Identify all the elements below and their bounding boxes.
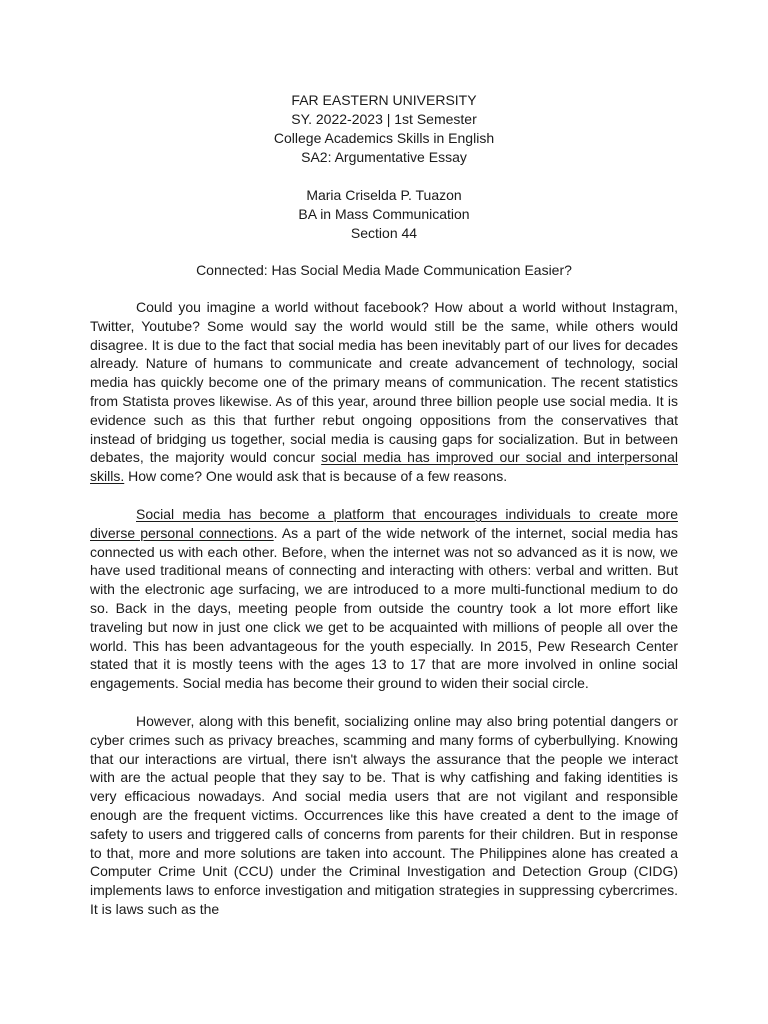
school-year: SY. 2022-2023 | 1st Semester	[291, 111, 477, 127]
essay-title: Connected: Has Social Media Made Communication Easier?	[196, 262, 572, 278]
assignment-name: SA2: Argumentative Essay	[301, 149, 467, 165]
topic-sentence: Social media has become a platform that encourages individuals to create more diverse personal connections	[90, 506, 678, 541]
university-name: FAR EASTERN UNIVERSITY	[291, 92, 477, 108]
document-header	[0, 91, 768, 243]
paragraph-text-before: Could you imagine a world without facebook? How about a world without Instagram, Twitter, Youtube? Some would say the world would still be the same, while others would disagree. It is due to the fact that social media has been inevitably part of our lives for decades already. Nature of humans to communicate and create advancement of technology, social media has quickly become one of the primary means of communication. The recent statistics from Statista proves likewise. As of this year, around three billion people use social media. It is evidence such as this that further rebut ongoing oppositions from the conservatives that instead of bridging us together, social media is causing gaps for socialization. But in between debates, the majority would concur	[90, 299, 678, 466]
paragraph-text-after: How come? One would ask that is because of a few reasons.	[124, 468, 508, 485]
header-spacer	[0, 167, 768, 186]
course-name: College Academics Skills in English	[273, 130, 495, 146]
body-paragraph-1	[90, 298, 678, 505]
body-paragraph-2	[90, 505, 678, 712]
body-paragraph-3	[90, 712, 678, 938]
program-name: BA in Mass Communication	[298, 206, 470, 222]
paragraph-text: However, along with this benefit, socializing online may also bring potential dangers or cyber crimes such as privacy breaches, scamming and many forms of cyberbullying. Knowing that our interactions are virtual, there isn't always the assurance that the people we interact with are the actual people that they say to be. That is why catfishing and faking identities is very efficacious nowadays. And social media users that are not vigilant and responsible enough are the frequent victims. Occurrences like this have created a dent to the image of safety to users and triggered calls of concerns from parents for their children. But in response to that, more and more solutions are taken into account. The Philippines alone has created a Computer Crime Unit (CCU) under the Criminal Investigation and Detection Group (CIDG) implements laws to enforce investigation and mitigation strategies in suppressing cybercrimes. It is laws such as the	[90, 713, 678, 917]
thesis-statement: social media has improved our social and interpersonal skills.	[90, 449, 678, 485]
section-name: Section 44	[350, 225, 418, 241]
paragraph-text-after: . As a part of the wide network of the internet, social media has connected us with each other. Before, when the internet was not so advanced as it is now, we have used traditional means of connecting and interacting with others: verbal and written. But with the electronic age surfacing, we are introduced to a more multi-functional medium to do so. Back in the days, meeting people from outside the country took a lot more effort like traveling but now in just one click we get to be acquainted with millions of people all over the world. This has been advantageous for the youth especially. In 2015, Pew Research Center stated that it is mostly teens with the ages 13 to 17 that are more involved in online social engagements. Social media has become their ground to widen their social circle.	[90, 524, 678, 692]
author-name: Maria Criselda P. Tuazon	[306, 187, 462, 203]
paragraph-text	[90, 505, 678, 693]
paragraph-text	[90, 298, 678, 486]
